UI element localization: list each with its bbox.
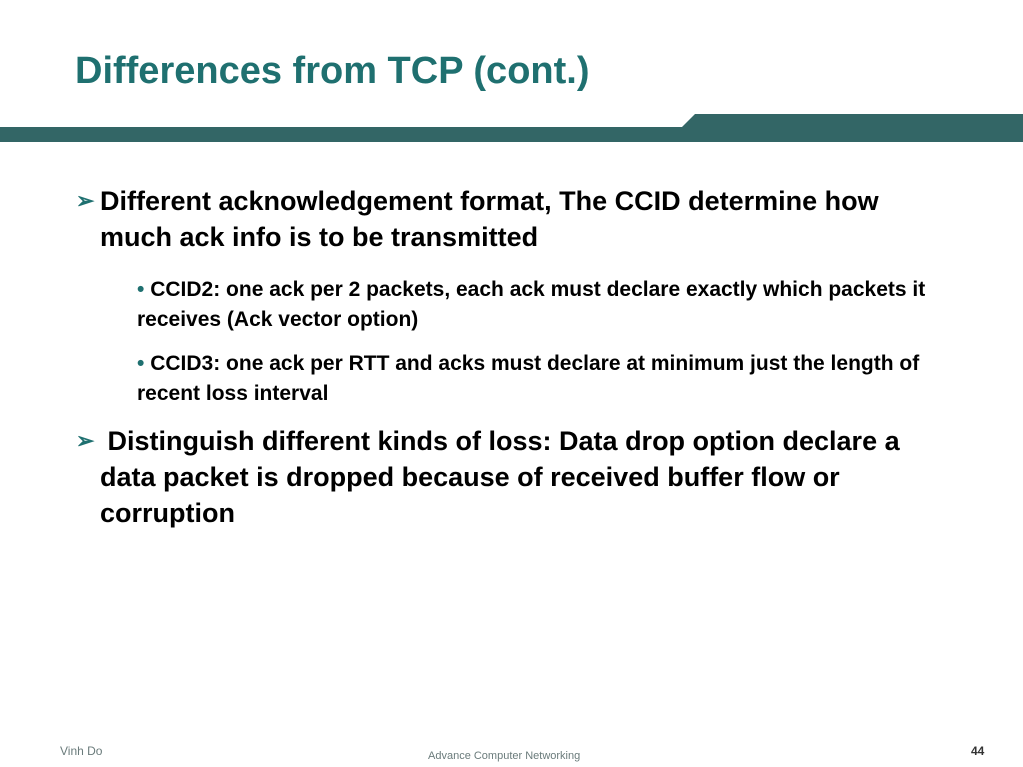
footer-course: Advance Computer Networking bbox=[428, 750, 581, 762]
dot-bullet-icon: • bbox=[137, 352, 145, 375]
page-number: 44 bbox=[971, 744, 985, 758]
footer-author: Vinh Do bbox=[60, 744, 103, 758]
slide-title: Differences from TCP (cont.) bbox=[75, 50, 590, 92]
title-bar bbox=[0, 114, 1023, 142]
bullet-text: Distinguish different kinds of loss: Data drop option declare a data packet is dropped because of received buffer flow or corruption bbox=[100, 426, 908, 528]
sub-bullet-ccid2 bbox=[137, 275, 956, 335]
arrow-bullet-icon: ➢ bbox=[76, 188, 95, 213]
bullet-ack-format bbox=[76, 183, 956, 255]
sub-bullet-text: CCID2: one ack per 2 packets, each ack must declare exactly which packets it receives (Ack vector option) bbox=[137, 278, 926, 331]
dot-bullet-icon: • bbox=[137, 278, 145, 301]
sub-bullet-text: CCID3: one ack per RTT and acks must declare at minimum just the length of recent loss interval bbox=[137, 352, 920, 405]
bullet-loss-kinds bbox=[76, 423, 956, 531]
slide-content bbox=[76, 183, 956, 531]
title-bar-thick-band bbox=[682, 114, 1023, 142]
bullet-text: Different acknowledgement format, The CCID determine how much ack info is to be transmitted bbox=[100, 186, 879, 252]
sub-bullet-ccid3 bbox=[137, 349, 956, 409]
arrow-bullet-icon: ➢ bbox=[76, 428, 95, 453]
